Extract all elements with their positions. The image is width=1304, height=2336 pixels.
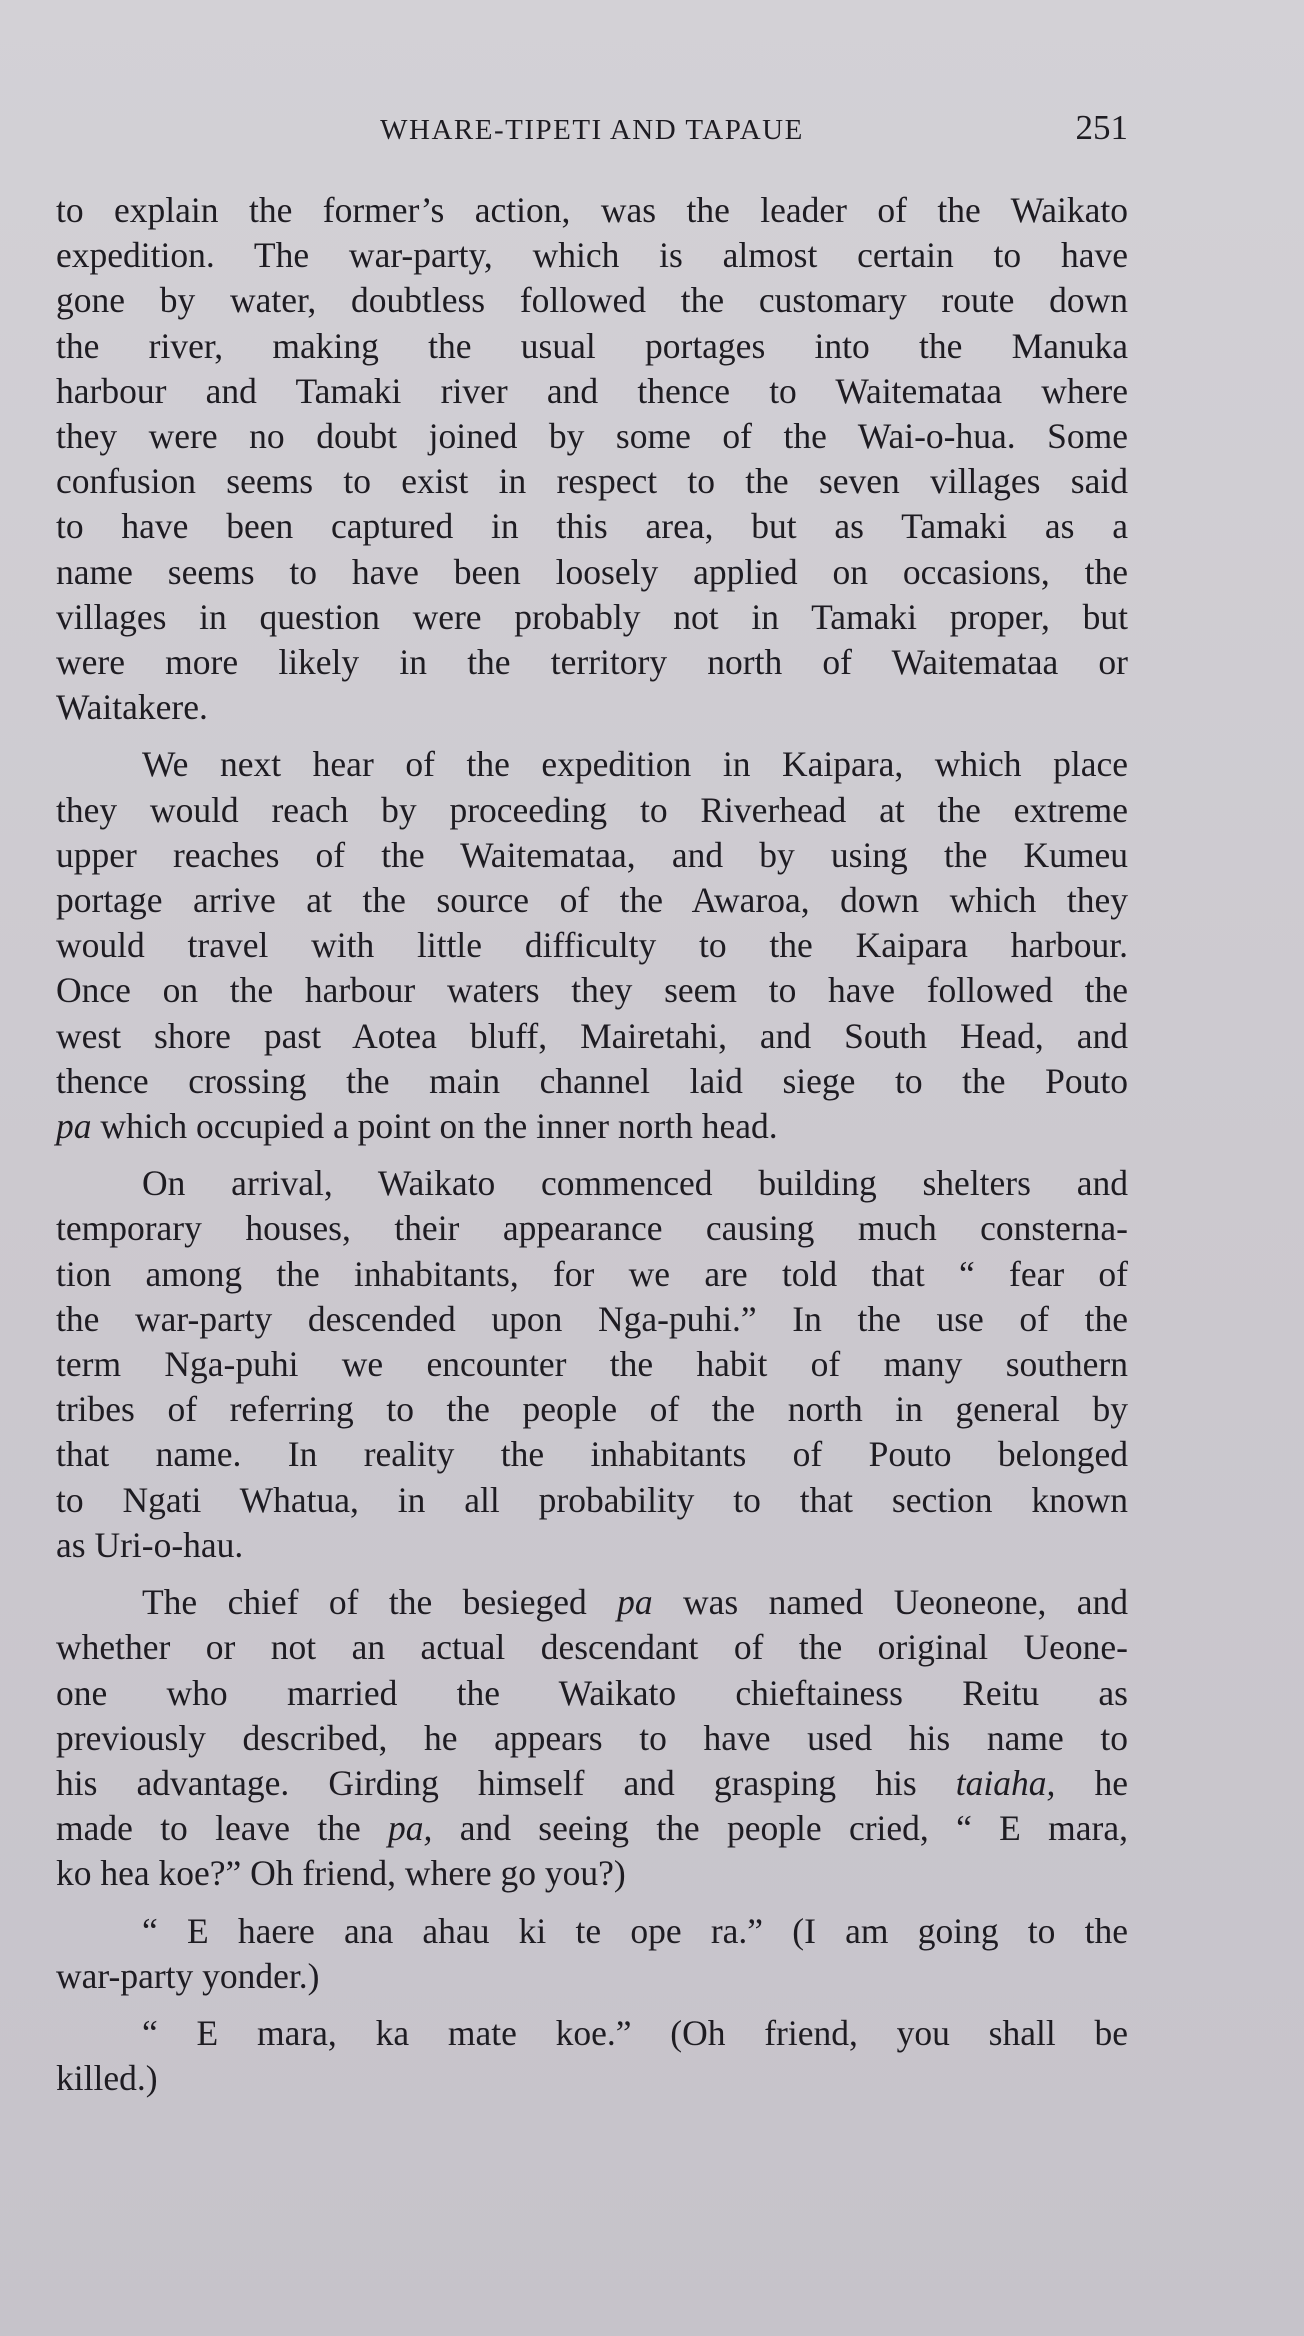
text-line: term Nga-puhi we encounter the habit of many southern xyxy=(56,1344,1128,1385)
paragraph-2 xyxy=(56,742,1128,1149)
text-line: previously described, he appears to have used his name to xyxy=(56,1717,1128,1758)
text-line: the war-party descended upon Nga-puhi.” In the use of the xyxy=(56,1298,1128,1339)
text-line: one who married the Waikato chieftainess Reitu as xyxy=(56,1672,1128,1713)
text-line: tion among the inhabitants, for we are told that “ fear of xyxy=(56,1253,1128,1294)
text-line: west shore past Aotea bluff, Mairetahi, and South Head, and xyxy=(56,1015,1128,1056)
paragraph-3 xyxy=(56,1161,1128,1568)
text-line: confusion seems to exist in respect to the seven villages said xyxy=(56,461,1128,502)
text-line: to have been captured in this area, but as Tamaki as a xyxy=(56,506,1128,547)
text-line: upper reaches of the Waitemataa, and by using the Kumeu xyxy=(56,834,1128,875)
page-header xyxy=(56,108,1128,148)
italic-word-pa: pa xyxy=(56,1106,92,1147)
body-text xyxy=(56,188,1128,2101)
text-line: On arrival, Waikato commenced building shelters and xyxy=(142,1163,1128,1204)
text-line-rest: which occupied a point on the inner north head. xyxy=(91,1106,778,1147)
paragraph-4 xyxy=(56,1580,1128,1896)
page-number: 251 xyxy=(1075,108,1128,147)
text-line: whether or not an actual descendant of the original Ueone- xyxy=(56,1627,1128,1668)
text-line: they would reach by proceeding to Riverhead at the extreme xyxy=(56,789,1128,830)
italic-word-pa: pa, xyxy=(388,1808,433,1849)
paragraph-6 xyxy=(56,2011,1128,2101)
text-line: “ E mara, ka mate koe.” (Oh friend, you shall be xyxy=(142,2012,1128,2053)
text-line: killed.) xyxy=(56,2058,158,2099)
text-line: thence crossing the main channel laid siege to the Pouto xyxy=(56,1060,1128,1101)
text-line: “ E haere ana ahau ki te ope ra.” (I am going to the xyxy=(142,1910,1128,1951)
italic-word-pa: pa xyxy=(617,1582,653,1623)
text-line: The chief of the besieged pa was named Ueoneone, and xyxy=(142,1582,1129,1623)
text-line: name seems to have been loosely applied on occasions, the xyxy=(56,551,1128,592)
text-line: to explain the former’s action, was the leader of the Waikato xyxy=(56,190,1128,230)
text-line: the river, making the usual portages into the Manuka xyxy=(56,325,1128,366)
text-line: made to leave the pa, and seeing the people cried, “ E mara, xyxy=(56,1808,1128,1849)
text-line: that name. In reality the inhabitants of Pouto belonged xyxy=(56,1434,1128,1475)
paragraph-5 xyxy=(56,1909,1128,1999)
text-line: were more likely in the territory north of Waitemataa or xyxy=(56,642,1128,683)
text-line: ko hea koe?” Oh friend, where go you?) xyxy=(56,1853,626,1894)
text-line: his advantage. Girding himself and grasping his taiaha, he xyxy=(56,1762,1128,1803)
paragraph-1 xyxy=(56,188,1128,730)
text-line: would travel with little difficulty to the Kaipara harbour. xyxy=(56,925,1128,966)
text-line: tribes of referring to the people of the north in general by xyxy=(56,1389,1128,1430)
text-line: portage arrive at the source of the Awaroa, down which they xyxy=(56,880,1128,921)
text-line: they were no doubt joined by some of the Wai-o-hua. Some xyxy=(56,416,1128,457)
text-line: to Ngati Whatua, in all probability to that section known xyxy=(56,1479,1128,1520)
italic-word-taiaha: taiaha, xyxy=(955,1762,1056,1803)
text-line: temporary houses, their appearance causing much consterna- xyxy=(56,1208,1128,1249)
text-line: We next hear of the expedition in Kaipara, which place xyxy=(142,744,1128,785)
text-line: Once on the harbour waters they seem to have followed the xyxy=(56,970,1128,1011)
text-line: harbour and Tamaki river and thence to Waitemataa where xyxy=(56,370,1128,411)
text-line: villages in question were probably not in Tamaki proper, but xyxy=(56,596,1128,637)
text-line xyxy=(56,1104,1128,1149)
text-line: gone by water, doubtless followed the customary route down xyxy=(56,280,1128,321)
text-line: expedition. The war-party, which is almost certain to have xyxy=(56,235,1128,276)
text-line: war-party yonder.) xyxy=(56,1955,320,1996)
text-line: Waitakere. xyxy=(56,687,208,728)
running-title: WHARE-TIPETI AND TAPAUE xyxy=(380,114,804,146)
text-line: as Uri-o-hau. xyxy=(56,1524,244,1565)
